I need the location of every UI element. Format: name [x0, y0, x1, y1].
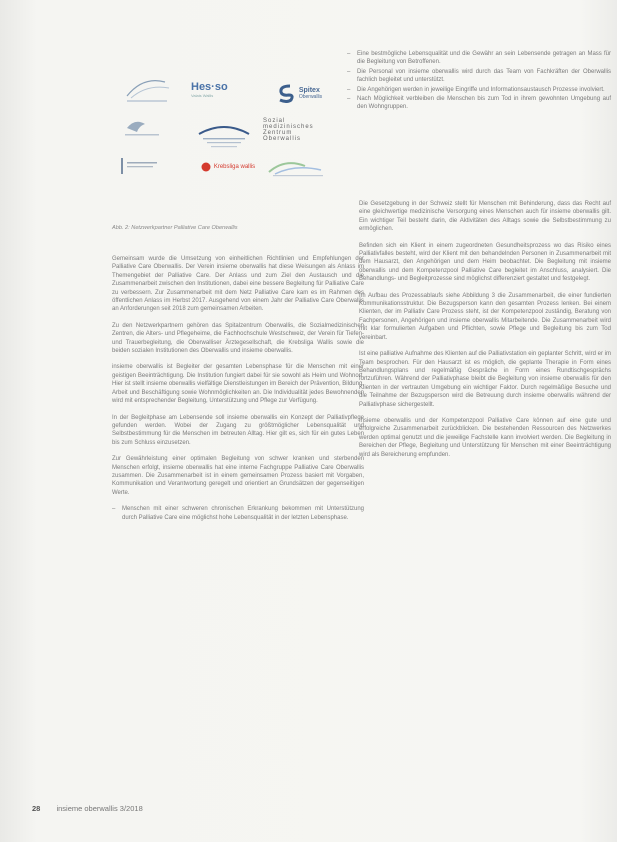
hesso-subtitle: Valais Wallis	[191, 92, 214, 98]
spitex-name: Spitex	[298, 86, 320, 94]
care-home-logo	[117, 114, 173, 140]
krebsliga-name: Krebsliga wallis	[213, 164, 256, 170]
hospital-logo	[121, 72, 177, 106]
krebsliga-logo	[193, 158, 263, 176]
right-bullet-list	[347, 50, 611, 120]
right-column	[359, 200, 611, 467]
smz-line-3: Zentrum	[263, 130, 293, 136]
smz-line-1: Sozial	[263, 118, 286, 124]
paragraph: Befinden sich ein Klient in einem zugeordneten Gesundheitsprozess wo das Risiko eines Palliativfalles besteht, wird der Klient mit den behandelnden Personen in Zusammenarbeit mit dem Hausarzt, den Angehörigen und dem Heim beobachtet. Die Begleitung mit insieme oberwallis und dem Kompetenzpool Palliative Care begleitet im Anschluss, analysiert. Die Behandlungs- und Begleitprozesse sind möglichst differenziert gestaltet und festgelegt.	[359, 242, 611, 283]
smz-line-2: medizinisches	[263, 124, 314, 130]
figure-caption: Abb. 2: Netzwerkpartner Palliative Care Oberwallis	[112, 225, 238, 231]
paragraph: Im Aufbau des Prozessablaufs siehe Abbildung 3 die Zusammenarbeit, die einer fundierten Kommunikationsstruktur. Die Bezugsperson kann den gesamten Prozess lenken. Bei einem Klienten, der im Palliativ Care Prozess steht, ist der Kompetenzpool zuständig, Beratung von Fachpersonen, Angehörigen und insieme oberwallis Mitarbeitende. Die Zusammenarbeit wird mit klar formulierten Aufgaben und Pflichten, sowie Pflege und Begleitung bis zum Tod vereinbart.	[359, 292, 611, 341]
university-logo	[191, 120, 257, 152]
smz-logo	[263, 110, 339, 150]
bullet-item: – Die Angehörigen werden in jeweilige Eingriffe und Informationsaustausch Prozesse involviert.	[347, 86, 611, 94]
paragraph: insieme oberwallis ist Begleiter der gesamten Lebensphase für die Menschen mit einer geistigen Beeinträchtigung. Die Institution fungiert dabei für sie sowohl als Heim und Wohnort. Hier ist stellt insieme oberwallis vielfältige Dienstleistungen im Bereich der Prävention, Bildung, Arbeit und Beschäftigung sowie Wohnmöglichkeiten an. Die Individualität jedes Bewohnenden wird mit entsprechender Begleitung, Unterstützung und Pflege zur Verfügung.	[112, 364, 364, 405]
krebsliga-icon	[201, 162, 211, 172]
spitex-region: Oberwallis	[298, 93, 323, 100]
smz-line-4: Oberwallis	[263, 136, 302, 142]
paragraph: Zur Gewährleistung einer optimalen Begleitung von schwer kranken und sterbenden Menschen erfolgt, insieme oberwallis hat eine interne Fachgruppe Palliative Care Oberwallis zusammen. Die Zusammenarbeit ist in einem gemeinsamen Prozess basiert mit Vorgaben, Kommunikation und Verantwortung geregelt und orientiert an Grundsätzen der gegenseitigen Werte.	[112, 456, 364, 496]
network-logo	[265, 156, 337, 178]
bullet-item: – Nach Möglichkeit verbleiben die Menschen bis zum Tod in ihrem gewohnten Umgebung auf den Wohngruppen.	[347, 95, 611, 112]
left-column	[112, 255, 364, 530]
spitex-logo	[263, 78, 335, 108]
bullet-item: – Die Personal von insieme oberwallis wird durch das Team von Fachkräften der Oberwallis fachlich begleitet und unterstützt.	[347, 68, 611, 85]
bullet-item: – Menschen mit einer schweren chronischen Erkrankung bekommen mit Unterstützung durch Palliative Care eine möglichst hohe Lebensqualität in der letzten Lebensphase.	[112, 505, 364, 522]
paragraph: In der Begleitphase am Lebensende soll insieme oberwallis ein Konzept der Palliativpflege gefunden werden. Wobei der Zugang zu größtmöglicher Lebensqualität und Selbstbestimmung für die Menschen im betreuten Alltag. Hier gilt es, sich für ein gutes Leben bis zum Schluss einzusetzen.	[112, 414, 364, 446]
page-number: 28	[32, 804, 41, 813]
bullet-item: – Eine bestmögliche Lebensqualität und die Gewähr an sein Lebensende getragen an Mass für die Begleitung von Betroffenen.	[347, 50, 611, 67]
paragraph: Die Gesetzgebung in der Schweiz stellt für Menschen mit Behinderung, dass das Recht auf eine gleichwertige medizinische Versorgung eines Menschen auch für insieme oberwallis gilt. Ein wichtiger Teil besteht darin, die Aktivitäten des Alltags sowie die Selbstbestimmung zu ermöglichen.	[359, 201, 611, 233]
paragraph: Zu den Netzwerkpartnern gehören das Spitalzentrum Oberwallis, die Sozialmedizinischen Zentren, die Alters- und Pflegeheime, die Fachhochschule Westschweiz, der Verein für Tiefen- und Trauerbegleitung, die Oberwalliser Ärztegesellschaft, die Krebsliga Wallis sowie die beiden sozialen Institutionen des Oberwallis und insieme oberwallis.	[112, 322, 364, 355]
publication-name: insieme oberwallis 3/2018	[56, 804, 143, 813]
paragraph: Ist eine palliative Aufnahme des Klienten auf die Palliativstation ein geplanter Schritt, wird er im Team besprochen. Für den Hausarzt ist es möglich, die geplante Therapie in Form eines Behandlungsplans und regelmäßig Gespräche in Form eines Rundtischgesprächs fortzuführen. Während der Palliativphase bleibt die Begleitung von insieme oberwallis für den Klienten in der vertrauten Umgebung ein wichtiger Faktor. Durch regelmäßige Besuche und die Teilnahme der Bezugsperson wird die Betreuung durch insieme oberwallis während der Palliativphase sichergestellt.	[359, 351, 611, 408]
association-logo	[119, 156, 175, 178]
left-bullet-list	[112, 505, 364, 522]
partner-logos	[113, 60, 343, 200]
hesso-logo	[191, 78, 253, 100]
page-footer	[32, 804, 143, 813]
paragraph: Gemeinsam wurde die Umsetzung von einheitlichen Richtlinien und Empfehlungen der Palliative Care Oberwallis. Der Verein insieme oberwallis hat diese Weisungen als Anlass im Themengebiet der Palliative Care. Der Anlass und zum Ziel den Austausch und die Zusammenarbeit zwischen den Institutionen, dabei eine bessere Begleitung für Palliative Care zu verbessern. Zur Zusammenarbeit mit dem Netz Palliative Care kam es im Rahmen des öffentlichen Anlass im Herbst 2017. Ausgehend von einem Jahr der Palliative Care Oberwallis an Anforderungen seit 2018 zum gemeinsamen Arbeiten.	[112, 256, 364, 313]
paragraph: Insieme oberwallis und der Kompetenzpool Palliative Care können auf eine gute und erfolgreiche Zusammenarbeit zurückblicken. Die bestehenden Ressourcen des Netzwerkes werden optimal genutzt und die jeweilige Fachstelle kann involviert werden. Die Begleitung in Bereichen der Pflege, Begleitung und Unterstützung für Menschen mit einer Beeinträchtigung wird als Bereicherung empfunden.	[359, 417, 611, 458]
hesso-wordmark: Hes·so	[191, 80, 228, 93]
